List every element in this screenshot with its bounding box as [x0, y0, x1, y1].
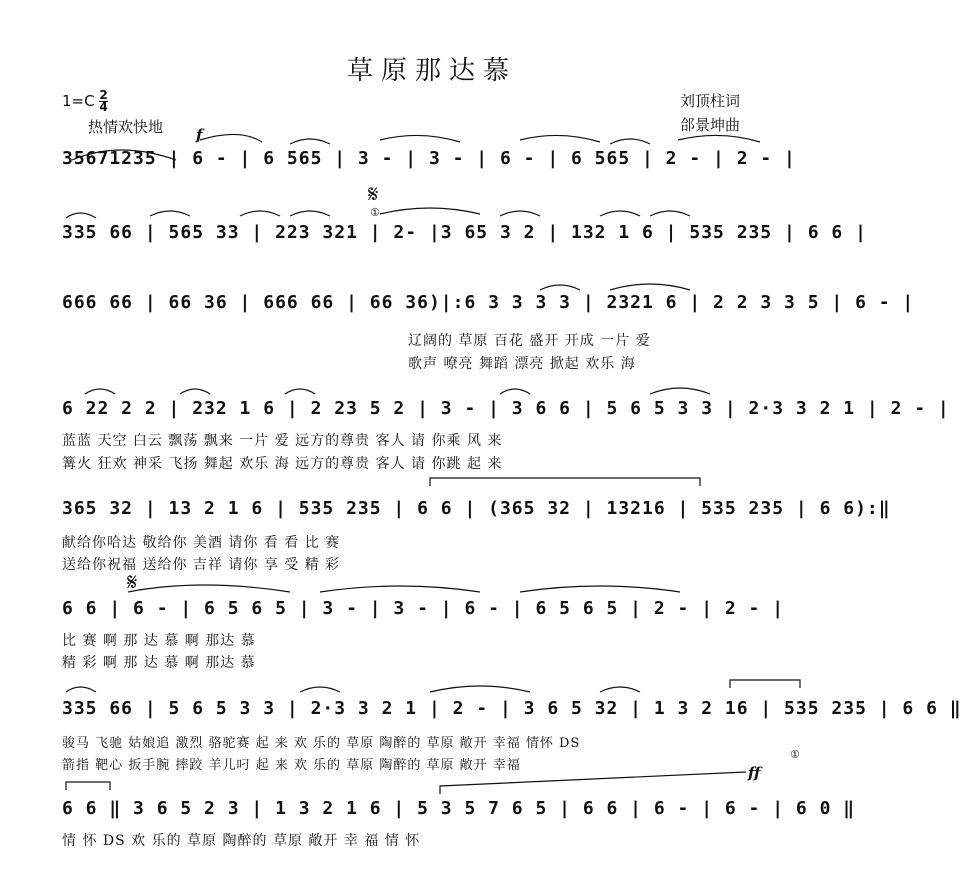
slur-mark [380, 208, 480, 214]
key-label: 1=C [62, 92, 95, 110]
slur-mark [500, 389, 530, 394]
slur-mark [600, 211, 640, 216]
slur-mark [66, 687, 96, 692]
lyric-line-7: 比 赛 啊 那 达 慕 啊 那达 慕 [62, 633, 256, 649]
slur-mark [610, 139, 650, 144]
music-line-5: 365 32 | 13 2 1 6 | 535 235 | 6 6 | (365 32 | 13216 | 535 235 | 6 6):‖ [62, 498, 891, 519]
lyric-line-2: 歌声 嘹亮 舞蹈 漂亮 掀起 欢乐 海 [408, 356, 636, 372]
music-line-3: 666 66 | 66 36 | 666 66 | 66 36)|:6 3 3 3 3 | 2321 6 | 2 2 3 3 5 | 6 - | [62, 292, 915, 313]
slur-mark [300, 687, 340, 692]
composer: 郃景坤曲 [680, 116, 741, 134]
slur-mark [650, 388, 710, 394]
lyric-line-9: 骏马 飞驰 姑娘追 激烈 骆驼赛 起 来 欢 乐的 草原 陶醉的 草原 敞开 幸福 情怀 DS [62, 736, 581, 751]
crescendo-line [440, 772, 746, 794]
lyric-line-1: 辽阔的 草原 百花 盛开 开成 一片 爱 [408, 333, 651, 349]
slur-mark [678, 135, 760, 142]
lyricist: 刘顶柱词 [680, 92, 741, 110]
volta-bracket [430, 478, 700, 486]
slur-mark [240, 211, 280, 216]
dynamic-forte: f [196, 126, 203, 144]
slur-mark [650, 211, 690, 216]
lyric-line-4: 篝火 狂欢 神采 飞扬 舞起 欢乐 海 远方的尊贵 客人 请 你跳 起 来 [62, 456, 503, 472]
music-line-4: 6 22 2 2 | 232 1 6 | 2 23 5 2 | 3 - | 3 6 6 | 5 6 5 3 3 | 2·3 3 2 1 | 2 - | [62, 398, 950, 419]
slur-mark [66, 213, 96, 218]
slur-mark [430, 686, 530, 692]
ending-one-mark: ① [370, 206, 380, 219]
music-line-7: 335 66 | 5 6 5 3 3 | 2·3 3 2 1 | 2 - | 3 6 5 32 | 1 3 2 16 | 535 235 | 6 6 ‖ [62, 698, 962, 719]
lyric-line-8: 精 彩 啊 那 达 慕 啊 那达 慕 [62, 655, 256, 671]
slur-mark [290, 139, 330, 144]
slur-mark [500, 211, 540, 216]
page-title: 草原那达慕 [346, 56, 517, 86]
time-top: 2 [99, 88, 108, 102]
music-line-1: 35671235 | 6 - | 6 565 | 3 - | 3 - | 6 - | 6 565 | 2 - | 2 - | [62, 148, 796, 169]
slur-mark [290, 211, 330, 216]
slur-mark [540, 285, 580, 290]
slur-mark [320, 586, 480, 592]
slur-mark [600, 687, 640, 692]
lyric-line-3: 蓝蓝 天空 白云 飘荡 飘来 一片 爱 远方的尊贵 客人 请 你乘 风 来 [62, 433, 503, 449]
slur-mark [610, 284, 690, 290]
music-line-6: 6 6 | 6 - | 6 5 6 5 | 3 - | 3 - | 6 - | 6 5 6 5 | 2 - | 2 - | [62, 598, 785, 619]
slur-mark [85, 389, 115, 394]
volta-bracket [730, 680, 800, 688]
segno-sign: 𝄋 [368, 180, 379, 208]
music-line-2: 335 66 | 565 33 | 223 321 | 2- |3 65 3 2 | 132 1 6 | 535 235 | 6 6 | [62, 222, 867, 243]
slur-mark [200, 134, 262, 142]
slur-mark [72, 150, 176, 160]
slur-mark [380, 135, 460, 142]
volta-bracket [66, 782, 110, 790]
segno-sign-2: 𝄋 [127, 568, 138, 596]
slur-mark [285, 389, 315, 394]
lyric-line-10: 箭指 靶心 扳手腕 摔跤 羊儿叼 起 来 欢 乐的 草原 陶醉的 草原 敞开 幸福 [62, 758, 521, 773]
ending-one-mark-2: ① [790, 748, 800, 761]
slur-mark [128, 585, 290, 592]
dynamic-fortissimo: ff [748, 764, 761, 782]
lyric-line-11: 情 怀 DS 欢 乐的 草原 陶醉的 草原 敞开 幸 福 情 怀 [62, 833, 421, 849]
lyric-line-5: 献给你哈达 敬给你 美酒 请你 看 看 比 赛 [62, 535, 341, 551]
lyric-line-6: 送给你祝福 送给你 吉祥 请你 享 受 精 彩 [62, 557, 341, 573]
music-line-8: 6 6 ‖ 3 6 5 2 3 | 1 3 2 1 6 | 5 3 5 7 6 5 | 6 6 | 6 - | 6 - | 6 0 ‖ [62, 798, 856, 819]
tempo-marking: 热情欢快地 [88, 118, 164, 136]
slur-mark [520, 586, 680, 592]
slur-mark [180, 389, 210, 394]
slur-mark [150, 211, 190, 216]
time-bottom: 4 [99, 100, 108, 114]
slur-mark [520, 135, 600, 142]
